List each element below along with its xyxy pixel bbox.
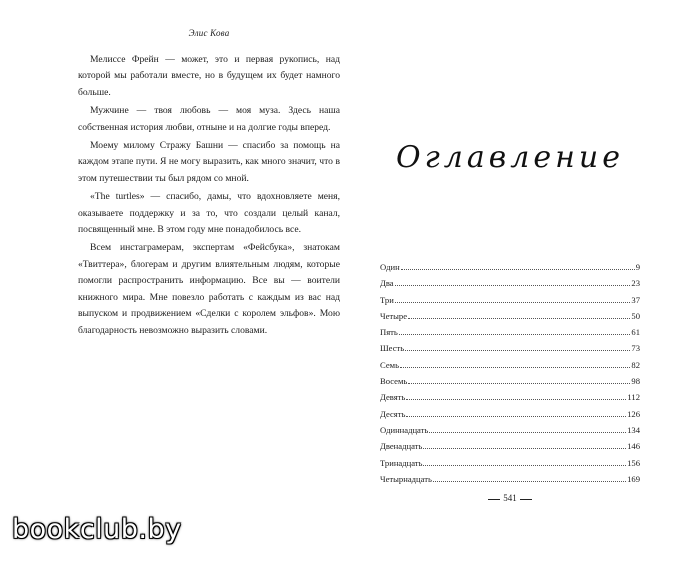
toc-page-number: 98 bbox=[631, 376, 640, 387]
toc-entry bbox=[380, 308, 640, 324]
acknowledgement-paragraph: «The turtles» — спасибо, дамы, что вдохновляете меня, оказываете поддержку и за то, что создали целый канал, посвященный мне. В этом году мне понадобилось все. bbox=[78, 191, 340, 236]
toc-leader bbox=[408, 309, 630, 319]
toc-leader bbox=[429, 423, 626, 433]
toc-page-number: 61 bbox=[631, 327, 640, 338]
toc-leader bbox=[423, 439, 626, 449]
page-number-footer bbox=[380, 493, 640, 503]
toc-entry bbox=[380, 373, 640, 389]
toc-entry bbox=[380, 455, 640, 471]
toc-page-number: 50 bbox=[631, 310, 640, 321]
acknowledgement-paragraph: Мужчине — твоя любовь — моя муза. Здесь наша собственная история любви, отныне и на долгие годы вперед. bbox=[78, 105, 340, 133]
toc-leader bbox=[395, 276, 631, 286]
toc-chapter-name: Один bbox=[380, 262, 400, 272]
acknowledgement-paragraph: Всем инстаграмерам, экспертам «Фейсбука», знатокам «Твиттера», блогерам и другим влиятельным людям, которые помогли распространить информацию. Все вы — воители книжного мира. Мне повезло работать с каждым из вас над выпуском и продвижением «Сделки с королем эльфов». Мою благодарность невозможно выразить словами. bbox=[78, 242, 340, 336]
toc-entry bbox=[380, 292, 640, 308]
toc-leader bbox=[395, 293, 631, 303]
toc-entry bbox=[380, 259, 640, 275]
acknowledgement-paragraph: Мелиссе Фрейн — может, это и первая рукопись, над которой мы работали вместе, но в будущем их будет намного больше. bbox=[78, 54, 340, 98]
acknowledgement-paragraph: Моему милому Стражу Башни — спасибо за помощь на каждом этапе пути. Я не могу выразить, как много значит, что в этом путешествии ты был рядом со мной. bbox=[78, 140, 340, 184]
toc-page-number: 156 bbox=[627, 457, 640, 468]
toc-entry bbox=[380, 324, 640, 340]
folio-dash-left bbox=[488, 499, 500, 500]
toc-entry bbox=[380, 357, 640, 373]
toc-leader bbox=[423, 456, 626, 466]
toc-chapter-name: Три bbox=[380, 294, 394, 305]
toc-chapter-name: Пять bbox=[380, 327, 398, 338]
toc-chapter-name: Десять bbox=[380, 408, 406, 419]
toc-leader bbox=[400, 358, 630, 368]
watermark-logo: bookclub.by bbox=[12, 514, 182, 545]
toc-entry bbox=[380, 340, 640, 356]
toc-entry bbox=[380, 275, 640, 291]
toc-chapter-name: Два bbox=[380, 278, 394, 289]
toc-page-number: 73 bbox=[631, 343, 640, 354]
toc-page-number: 82 bbox=[631, 359, 640, 370]
toc-page-number: 9 bbox=[635, 262, 640, 272]
toc-chapter-name: Четыре bbox=[380, 310, 408, 321]
toc-entry bbox=[380, 406, 640, 422]
toc-chapter-name: Тринадцать bbox=[380, 457, 423, 468]
toc-entry bbox=[380, 422, 640, 438]
running-head: Элис Кова bbox=[188, 28, 230, 38]
toc-page-number: 37 bbox=[631, 294, 640, 305]
toc-chapter-name: Одиннадцать bbox=[380, 424, 429, 435]
toc-chapter-name: Восемь bbox=[380, 376, 408, 387]
toc-leader bbox=[408, 374, 630, 384]
toc-chapter-name: Двенадцать bbox=[380, 441, 423, 452]
toc-page-number: 112 bbox=[627, 392, 640, 403]
toc-chapter-name: Шесть bbox=[380, 343, 405, 354]
folio-dash-right bbox=[520, 499, 532, 500]
toc-page-number: 126 bbox=[627, 408, 640, 419]
toc-title: Оглавление bbox=[396, 140, 624, 175]
toc-page-number: 169 bbox=[627, 473, 640, 484]
folio-number: 541 bbox=[503, 493, 517, 504]
toc-entry bbox=[380, 438, 640, 454]
toc-entry bbox=[380, 471, 640, 487]
toc-chapter-name: Девять bbox=[380, 392, 406, 403]
toc-leader bbox=[399, 325, 631, 335]
toc-entry bbox=[380, 389, 640, 405]
toc-leader bbox=[406, 407, 626, 417]
toc-page-number: 146 bbox=[627, 441, 640, 452]
toc-page-number: 134 bbox=[627, 424, 640, 435]
toc-list bbox=[380, 259, 640, 487]
right-page bbox=[380, 140, 640, 503]
toc-leader bbox=[406, 390, 626, 400]
toc-page-number: 23 bbox=[631, 278, 640, 289]
toc-leader bbox=[401, 260, 635, 270]
toc-leader bbox=[433, 472, 626, 482]
toc-chapter-name: Четырнадцать bbox=[380, 473, 432, 484]
toc-leader bbox=[405, 341, 630, 351]
toc-chapter-name: Семь bbox=[380, 359, 400, 370]
left-page bbox=[78, 28, 340, 341]
